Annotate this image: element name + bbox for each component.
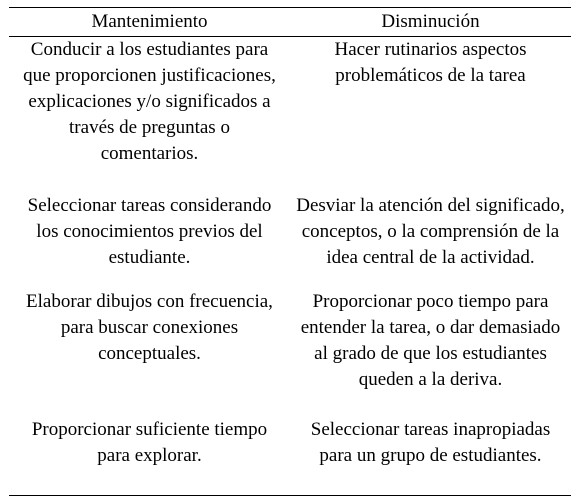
cell-mantenimiento: Conducir a los estudiantes para que proporcionen justificaciones, explicaciones y/o significados a través de preguntas o comentarios. <box>23 39 276 164</box>
cell-mantenimiento: Proporcionar suficiente tiempo para explorar. <box>31 419 268 466</box>
comparison-table <box>9 7 571 496</box>
cell-mantenimiento: Elaborar dibujos con frecuencia, para buscar conexiones conceptuales. <box>26 291 273 364</box>
header-disminucion: Disminución <box>381 11 480 32</box>
cell-disminucion: Proporcionar poco tiempo para entender la tarea, o dar demasiado al grado de que los estudiantes queden a la deriva. <box>300 291 561 390</box>
table-row <box>9 417 571 495</box>
cell-mantenimiento: Seleccionar tareas considerando los conocimientos previos del estudiante. <box>27 195 272 268</box>
table-row <box>9 37 571 193</box>
header-mantenimiento: Mantenimiento <box>91 11 208 32</box>
table-row <box>9 193 571 289</box>
table-header-row <box>9 8 571 37</box>
table-row <box>9 289 571 417</box>
cell-disminucion: Hacer rutinarios aspectos problemáticos de la tarea <box>334 39 527 86</box>
cell-disminucion: Desviar la atención del significado, conceptos, o la comprensión de la idea central de la actividad. <box>296 195 565 268</box>
cell-disminucion: Seleccionar tareas inapropiadas para un grupo de estudiantes. <box>310 419 551 466</box>
